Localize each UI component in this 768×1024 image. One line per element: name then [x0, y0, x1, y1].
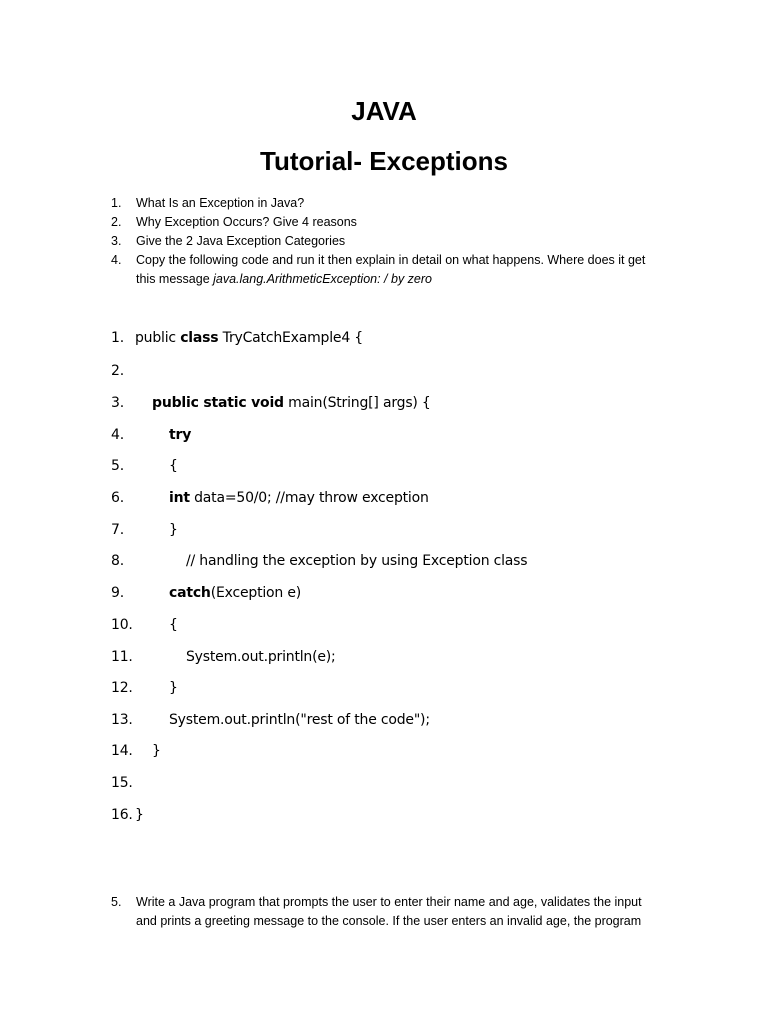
- code-line-number: 9.: [111, 585, 124, 601]
- question-text: Give the 2 Java Exception Categories: [136, 234, 346, 248]
- question-number: 2.: [111, 215, 122, 229]
- code-line-number: 5.: [111, 458, 124, 474]
- code-line-text: [135, 805, 144, 825]
- code-line-text: [169, 583, 301, 603]
- code-text: TryCatchExample4 {: [218, 330, 364, 346]
- code-line-number: 4.: [111, 427, 124, 443]
- exception-message: java.lang.ArithmeticException: / by zero: [213, 272, 432, 286]
- code-line-number: 14.: [111, 743, 133, 759]
- code-line-number: 8.: [111, 553, 124, 569]
- code-line-text: [169, 678, 178, 698]
- question-text: What Is an Exception in Java?: [136, 196, 305, 210]
- code-line-number: 16.: [111, 807, 133, 823]
- code-text: }: [169, 522, 178, 538]
- code-text: {: [169, 617, 178, 633]
- code-line-number: 13.: [111, 712, 133, 728]
- code-line-text: [152, 393, 431, 413]
- code-line-text: [135, 328, 363, 348]
- code-line-number: 3.: [111, 395, 124, 411]
- code-line-text: [186, 551, 527, 571]
- document-subtitle: Tutorial- Exceptions: [260, 146, 508, 176]
- question-number: 1.: [111, 196, 122, 210]
- code-line-number: 7.: [111, 522, 124, 538]
- question-text-lead: this message: [136, 272, 214, 286]
- document-title: JAVA: [351, 96, 417, 126]
- question-text-line2: and prints a greeting message to the console. If the user enters an invalid age, the program: [136, 914, 642, 928]
- code-line-text: [169, 456, 178, 476]
- code-text: System.out.println("rest of the code");: [169, 712, 430, 728]
- question-number: 4.: [111, 253, 122, 267]
- code-line-number: 10.: [111, 617, 133, 633]
- code-line-number: 12.: [111, 680, 133, 696]
- code-line-text: [169, 425, 191, 445]
- code-line-number: 1.: [111, 330, 124, 346]
- code-text: data=50/0; //may throw exception: [189, 490, 429, 506]
- code-line-number: 2.: [111, 363, 124, 379]
- code-line-number: 15.: [111, 775, 133, 791]
- code-text: }: [169, 680, 178, 696]
- question-text: Copy the following code and run it then explain in detail on what happens. Where does it get: [136, 253, 646, 267]
- question-text-line2: [136, 270, 696, 289]
- code-text: {: [169, 458, 178, 474]
- code-text: }: [152, 743, 161, 759]
- code-line-text: [169, 520, 178, 540]
- code-line-text: [169, 615, 178, 635]
- code-text: main(String[] args) {: [283, 395, 431, 411]
- question-number: 5.: [111, 895, 122, 909]
- code-text: }: [135, 807, 144, 823]
- code-line-number: 6.: [111, 490, 124, 506]
- code-keyword: catch: [169, 585, 211, 601]
- code-text: // handling the exception by using Exception class: [186, 553, 528, 569]
- code-line-text: [169, 710, 430, 730]
- code-keyword: public static void: [152, 395, 284, 411]
- code-line-number: 11.: [111, 649, 133, 665]
- question-text: Why Exception Occurs? Give 4 reasons: [136, 215, 357, 229]
- code-line-text: [186, 647, 336, 667]
- code-keyword: class: [180, 330, 219, 346]
- code-line-text: [169, 488, 429, 508]
- question-text: Write a Java program that prompts the user to enter their name and age, validates the input: [136, 895, 642, 909]
- code-text: (Exception e): [210, 585, 302, 601]
- code-line-text: [152, 741, 161, 761]
- question-number: 3.: [111, 234, 122, 248]
- code-text: public: [135, 330, 181, 346]
- code-keyword: int: [169, 490, 190, 506]
- code-keyword: try: [169, 427, 192, 443]
- code-text: System.out.println(e);: [186, 649, 336, 665]
